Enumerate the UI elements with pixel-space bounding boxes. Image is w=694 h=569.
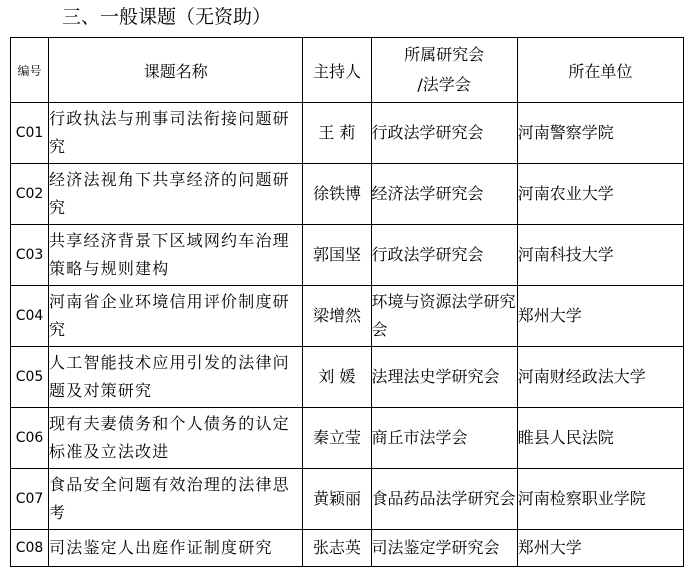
header-org-line1: 所属研究会 — [404, 45, 485, 64]
section-title: 三、一般课题（无资助） — [62, 6, 272, 28]
cell-id: C03 — [11, 225, 49, 286]
table-row — [11, 164, 684, 225]
cell-org: 环境与资源法学研究会 — [371, 286, 517, 347]
table-row — [11, 225, 684, 286]
cell-org: 食品药品法学研究会 — [371, 469, 517, 530]
cell-host: 郭国坚 — [303, 225, 371, 286]
cell-host: 刘 媛 — [303, 347, 371, 408]
cell-org: 商丘市法学会 — [371, 408, 517, 469]
header-org-line2: /法学会 — [417, 75, 471, 94]
header-unit: 所在单位 — [517, 38, 683, 103]
table-header-row — [11, 38, 684, 103]
cell-org: 行政法学研究会 — [371, 103, 517, 164]
cell-host: 张志英 — [303, 530, 371, 567]
table-row — [11, 286, 684, 347]
cell-unit: 河南科技大学 — [517, 225, 683, 286]
header-title: 课题名称 — [49, 38, 303, 103]
table-row — [11, 103, 684, 164]
cell-host: 秦立莹 — [303, 408, 371, 469]
cell-org: 法理法史学研究会 — [371, 347, 517, 408]
cell-id: C02 — [11, 164, 49, 225]
header-host: 主持人 — [303, 38, 371, 103]
cell-unit: 河南财经政法大学 — [517, 347, 683, 408]
cell-unit: 河南检察职业学院 — [517, 469, 683, 530]
header-id: 编号 — [11, 38, 49, 103]
cell-id: C01 — [11, 103, 49, 164]
cell-title: 行政执法与刑事司法衔接问题研究 — [49, 103, 303, 164]
cell-org: 行政法学研究会 — [371, 225, 517, 286]
cell-id: C05 — [11, 347, 49, 408]
cell-id: C08 — [11, 530, 49, 567]
table-row — [11, 347, 684, 408]
cell-unit: 郑州大学 — [517, 530, 683, 567]
cell-title: 共享经济背景下区域网约车治理策略与规则建构 — [49, 225, 303, 286]
cell-unit: 河南警察学院 — [517, 103, 683, 164]
cell-title: 现有夫妻债务和个人债务的认定标准及立法改进 — [49, 408, 303, 469]
cell-unit: 睢县人民法院 — [517, 408, 683, 469]
cell-title: 人工智能技术应用引发的法律问题及对策研究 — [49, 347, 303, 408]
header-org — [371, 38, 517, 103]
topics-table — [10, 37, 684, 567]
table-row — [11, 530, 684, 567]
cell-host: 王 莉 — [303, 103, 371, 164]
cell-host: 黄颖丽 — [303, 469, 371, 530]
cell-title: 食品安全问题有效治理的法律思考 — [49, 469, 303, 530]
cell-title: 司法鉴定人出庭作证制度研究 — [49, 530, 303, 567]
cell-id: C04 — [11, 286, 49, 347]
table-row — [11, 408, 684, 469]
table-row — [11, 469, 684, 530]
cell-host: 徐铁博 — [303, 164, 371, 225]
cell-host: 梁增然 — [303, 286, 371, 347]
cell-unit: 郑州大学 — [517, 286, 683, 347]
cell-id: C06 — [11, 408, 49, 469]
cell-title: 河南省企业环境信用评价制度研究 — [49, 286, 303, 347]
cell-id: C07 — [11, 469, 49, 530]
cell-org: 经济法学研究会 — [371, 164, 517, 225]
cell-unit: 河南农业大学 — [517, 164, 683, 225]
cell-org: 司法鉴定学研究会 — [371, 530, 517, 567]
cell-title: 经济法视角下共享经济的问题研究 — [49, 164, 303, 225]
